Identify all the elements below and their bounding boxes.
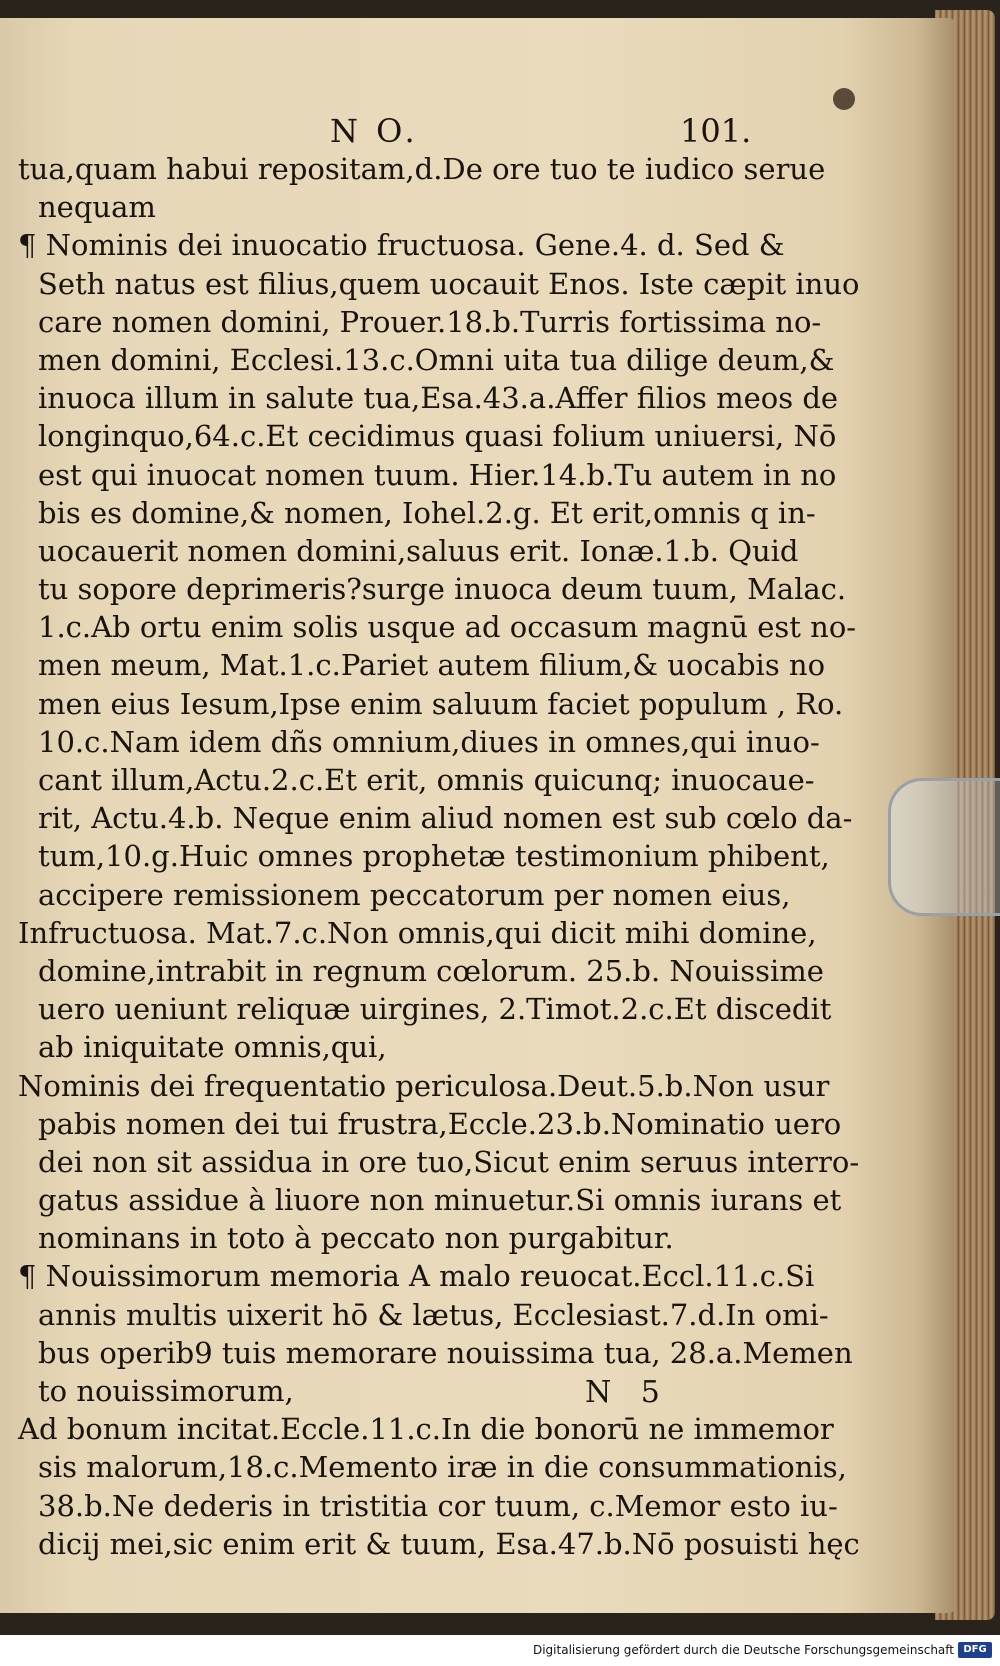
text-line: Ad bonum incitat.Eccle.11.c.In die bonorū ne immemor	[18, 1412, 834, 1447]
text-line: ¶ Nouissimorum memoria A malo reuocat.Eccl.11.c.Si	[18, 1259, 815, 1294]
text-line: bus operib9 tuis memorare nouissima tua, 28.a.Memen	[38, 1335, 853, 1370]
signature-mark: N 5	[585, 1375, 670, 1410]
text-line: rit, Actu.4.b. Neque enim aliud nomen est sub cœlo da-	[38, 801, 853, 836]
dfg-logo: DFG	[958, 1642, 992, 1658]
text-line: tum,10.g.Huic omnes prophetæ testimonium phibent,	[38, 839, 830, 874]
text-line: Infructuosa. Mat.7.c.Non omnis,qui dicit mihi domine,	[18, 915, 817, 950]
text-line: bis es domine,& nomen, Iohel.2.g. Et erit,omnis q in-	[38, 495, 816, 530]
body-text	[18, 150, 860, 1563]
text-line: pabis nomen dei tui frustra,Eccle.23.b.Nominatio uero	[38, 1106, 842, 1141]
footer-bar	[0, 1635, 1000, 1666]
text-line: men domini, Ecclesi.13.c.Omni uita tua dilige deum,&	[38, 342, 835, 377]
folio-number: 101.	[680, 112, 752, 150]
page-clip	[888, 778, 1000, 916]
text-line: 38.b.Ne dederis in tristitia cor tuum, c.Memor esto iu-	[38, 1488, 838, 1523]
running-header	[0, 112, 1000, 152]
text-line: gatus assidue à liuore non minuetur.Si omnis iurans et	[38, 1183, 842, 1218]
text-line: 10.c.Nam idem dñs omnium,diues in omnes,qui inuo-	[38, 724, 820, 759]
text-line: accipere remissionem peccatorum per nomen eius,	[38, 877, 791, 912]
text-line: dicij mei,sic enim erit & tuum, Esa.47.b.Nō posuisti hęc	[38, 1526, 860, 1561]
text-line: to nouissimorum,	[38, 1374, 294, 1408]
text-line: care nomen domini, Prouer.18.b.Turris fortissima no-	[38, 304, 822, 339]
text-line: men meum, Mat.1.c.Pariet autem filium,& uocabis no	[38, 648, 826, 683]
text-line: dei non sit assidua in ore tuo,Sicut enim seruus interro-	[38, 1144, 860, 1179]
text-line: domine,intrabit in regnum cœlorum. 25.b. Nouissime	[38, 953, 824, 988]
text-line: men eius Iesum,Ipse enim saluum faciet populum , Ro.	[38, 686, 844, 721]
text-line: annis multis uixerit hō & lætus, Ecclesiast.7.d.In omi-	[38, 1297, 829, 1332]
text-line: uero ueniunt reliquæ uirgines, 2.Timot.2.c.Et discedit	[38, 992, 832, 1027]
text-line: inuoca illum in salute tua,Esa.43.a.Affer filios meos de	[38, 381, 839, 416]
text-line: tu sopore deprimeris?surge inuoca deum tuum, Malac.	[38, 572, 847, 607]
header-letters: N O.	[330, 112, 419, 150]
text-line: cant illum,Actu.2.c.Et erit, omnis quicunq; inuocaue-	[38, 763, 815, 797]
text-line: 1.c.Ab ortu enim solis usque ad occasum magnū est no-	[38, 610, 857, 645]
text-line: uocauerit nomen domini,saluus erit. Ionæ.1.b. Quid	[38, 533, 799, 568]
text-line: ab iniquitate omnis,qui,	[38, 1030, 387, 1065]
text-line: est qui inuocat nomen tuum. Hier.14.b.Tu autem in no	[38, 457, 837, 492]
text-line: tua,quam habui repositam,d.De ore tuo te iudico serue	[18, 152, 826, 186]
text-line: nequam	[38, 190, 156, 225]
text-line: sis malorum,18.c.Memento iræ in die consummationis,	[38, 1450, 847, 1485]
text-line: nominans in toto à peccato non purgabitur.	[38, 1221, 674, 1256]
text-line: longinquo,64.c.Et cecidimus quasi folium uniuersi, Nō	[38, 419, 837, 454]
funding-credit: Digitalisierung gefördert durch die Deutsche Forschungsgemeinschaft	[532, 1643, 954, 1657]
text-line: Nominis dei frequentatio periculosa.Deut.5.b.Non usur	[18, 1068, 830, 1103]
ink-stain	[833, 88, 855, 110]
text-line: ¶ Nominis dei inuocatio fructuosa. Gene.4. d. Sed &	[18, 228, 785, 263]
text-line: Seth natus est filius,quem uocauit Enos. Iste cæpit inuo	[38, 266, 860, 301]
